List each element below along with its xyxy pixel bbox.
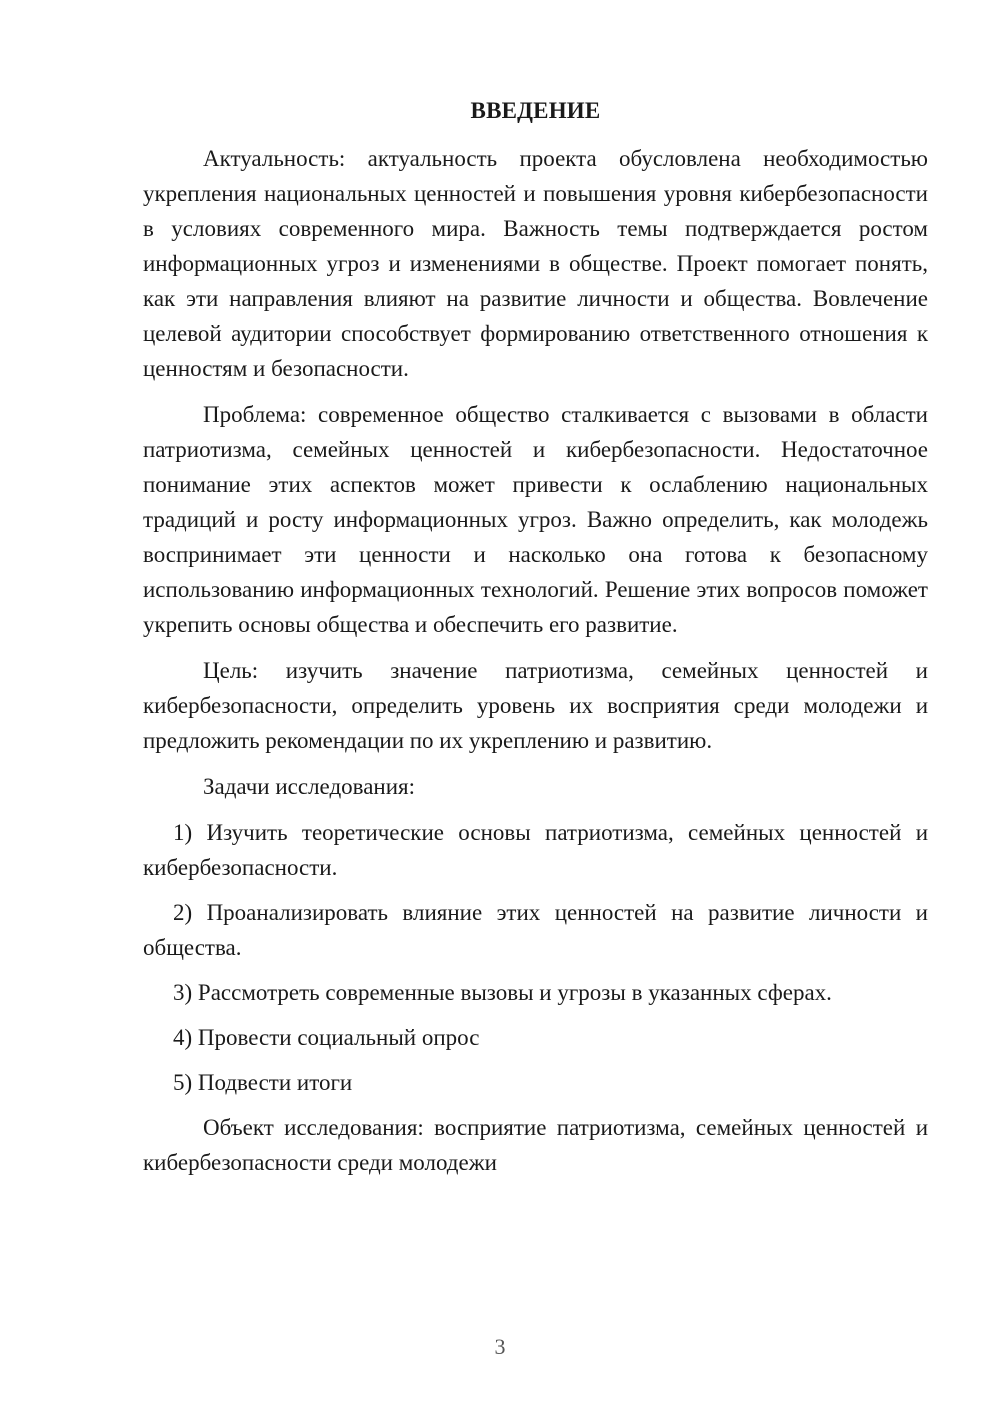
task-item-4: 4) Провести социальный опрос bbox=[173, 1025, 480, 1050]
paragraph-relevance: Актуальность: актуальность проекта обусловлена необходимостью укрепления национальных ценностей и повышения уровня кибербезопасности в условиях современного мира. Важность темы подтверждается ростом информационных угроз и изменениями в обществе. Проект помогает понять, как эти направления влияют на развитие личности и общества. Вовлечение целевой аудитории способствует формированию ответственного отношения к ценностям и безопасности. bbox=[143, 146, 928, 381]
page-content bbox=[143, 96, 928, 1191]
task-item-5: 5) Подвести итоги bbox=[173, 1070, 353, 1095]
task-item-1: 1) Изучить теоретические основы патриотизма, семейных ценностей и кибербезопасности. bbox=[143, 820, 928, 880]
section-heading: ВВЕДЕНИЕ bbox=[470, 98, 601, 123]
paragraph-object: Объект исследования: восприятие патриотизма, семейных ценностей и кибербезопасности среди молодежи bbox=[143, 1115, 928, 1175]
paragraph-problem: Проблема: современное общество сталкивается с вызовами в области патриотизма, семейных ценностей и кибербезопасности. Недостаточное понимание этих аспектов может привести к ослаблению национальных традиций и росту информационных угроз. Важно определить, как молодежь воспринимает эти ценности и насколько она готова к безопасному использованию информационных технологий. Решение этих вопросов поможет укрепить основы общества и обеспечить его развитие. bbox=[143, 402, 928, 637]
tasks-heading: Задачи исследования: bbox=[203, 774, 416, 799]
task-item-3: 3) Рассмотреть современные вызовы и угрозы в указанных сферах. bbox=[173, 980, 832, 1005]
page-number: 3 bbox=[494, 1334, 506, 1359]
paragraph-goal: Цель: изучить значение патриотизма, семейных ценностей и кибербезопасности, определить уровень их восприятия среди молодежи и предложить рекомендации по их укреплению и развитию. bbox=[143, 658, 928, 753]
task-item-2: 2) Проанализировать влияние этих ценностей на развитие личности и общества. bbox=[143, 900, 928, 960]
